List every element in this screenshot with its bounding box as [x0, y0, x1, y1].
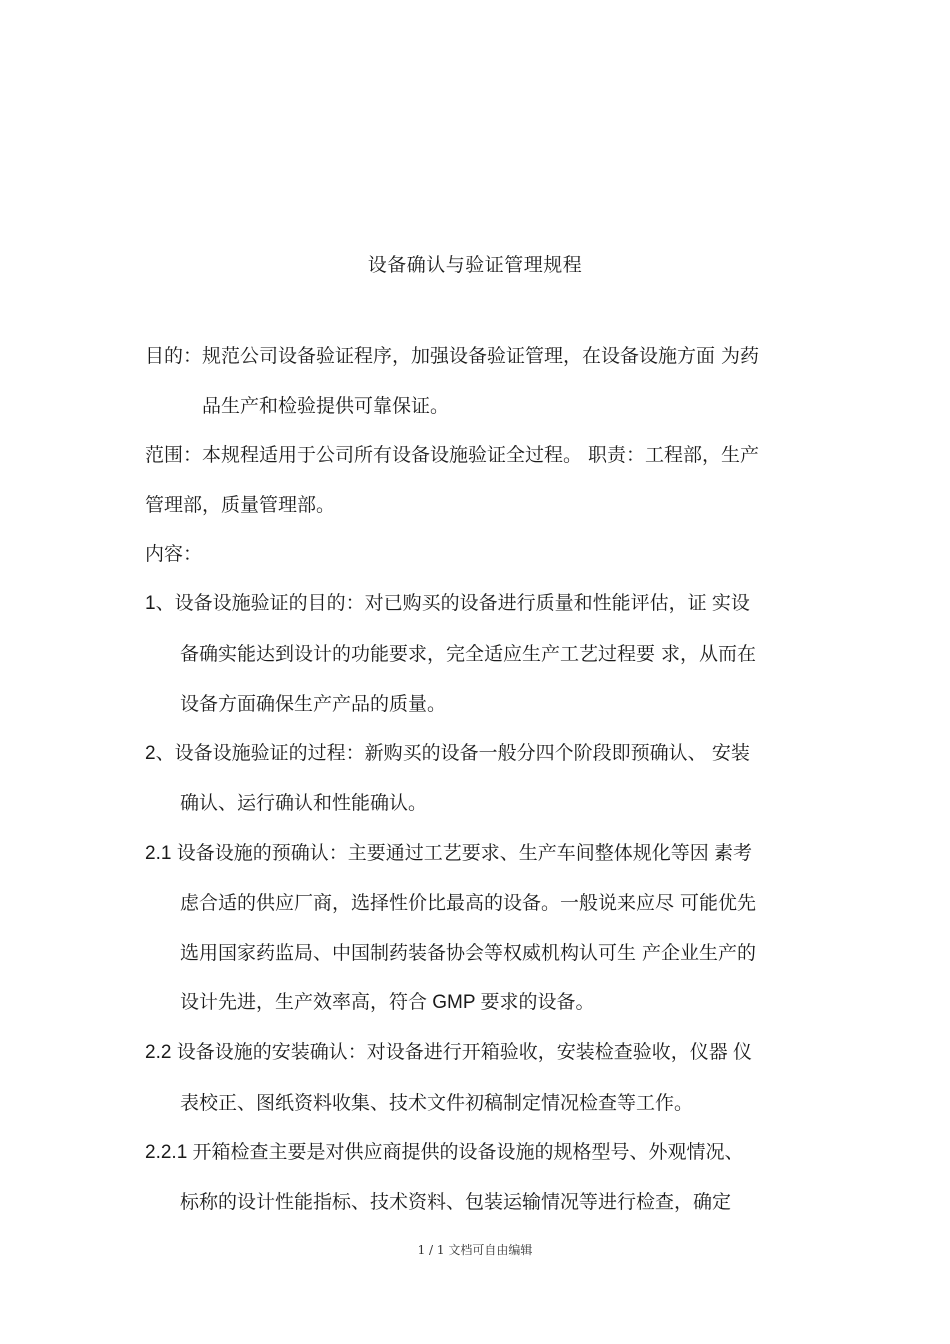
document-title: 设备确认与验证管理规程 [367, 254, 583, 276]
paragraph-line: 管理部，质量管理部。 [145, 494, 336, 516]
paragraph-line: 2.1 设备设施的预确认：主要通过工艺要求、生产车间整体规化等因 素考 [145, 843, 752, 864]
paragraph-line: 2.2.1 开箱检查主要是对供应商提供的设备设施的规格型号、外观情况、 [145, 1142, 744, 1163]
paragraph-line: 确认、运行确认和性能确认。 [180, 792, 428, 814]
paragraph-line: 设备方面确保生产产品的质量。 [180, 693, 447, 715]
paragraph-line: 2、设备设施验证的过程：新购买的设备一般分四个阶段即预确认、 安装 [145, 743, 750, 764]
paragraph-line: 标称的设计性能指标、技术资料、包装运输情况等进行检查，确定 [180, 1191, 732, 1213]
paragraph-line: 内容： [145, 543, 203, 565]
paragraph-line: 范围：本规程适用于公司所有设备设施验证全过程。 职责：工程部，生产 [145, 444, 760, 466]
page-footer: 1 / 1 文档可自由编辑 [417, 1243, 533, 1257]
paragraph-line: 选用国家药监局、中国制药装备协会等权威机构认可生 产企业生产的 [180, 942, 757, 964]
paragraph-line: 1、设备设施验证的目的：对已购买的设备进行质量和性能评估，证 实设 [145, 593, 750, 614]
paragraph-line: 备确实能达到设计的功能要求，完全适应生产工艺过程要 求，从而在 [180, 643, 757, 665]
paragraph-line: 2.2 设备设施的安装确认：对设备进行开箱验收，安装检查验收，仪器 仪 [145, 1042, 752, 1063]
paragraph-line: 品生产和检验提供可靠保证。 [202, 395, 450, 417]
paragraph-line: 设计先进，生产效率高，符合 GMP 要求的设备。 [180, 992, 595, 1013]
paragraph-line: 表校正、图纸资料收集、技术文件初稿制定情况检查等工作。 [180, 1092, 694, 1114]
paragraph-line: 虑合适的供应厂商，选择性价比最高的设备。一般说来应尽 可能优先 [180, 892, 757, 914]
paragraph-line: 目的：规范公司设备验证程序，加强设备验证管理，在设备设施方面 为药 [145, 345, 760, 367]
